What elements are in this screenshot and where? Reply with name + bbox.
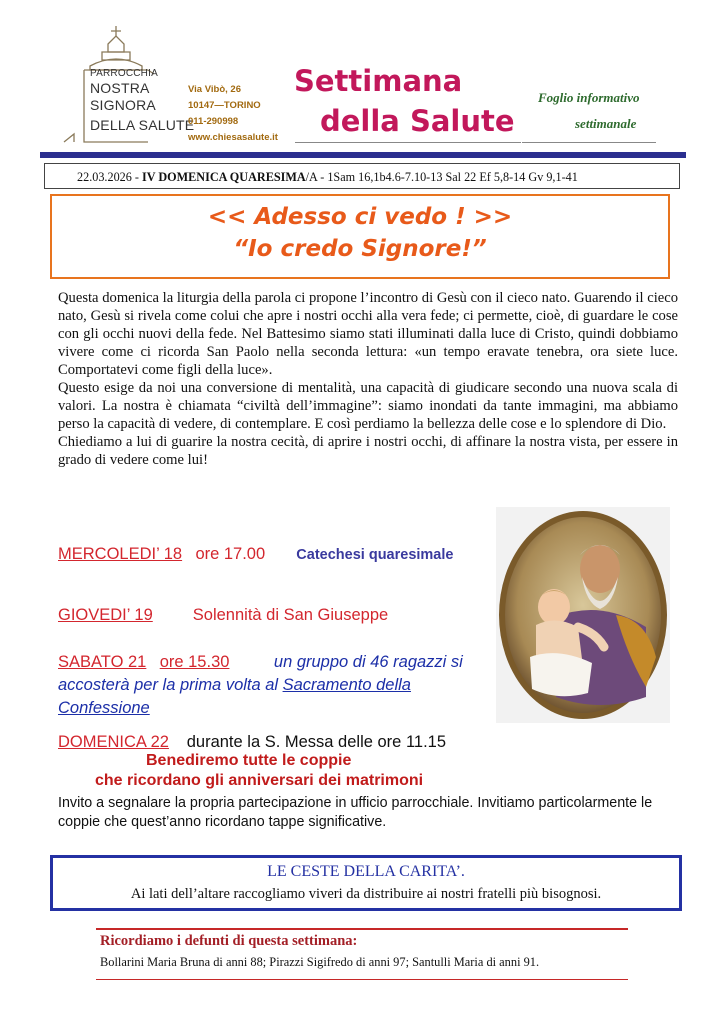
contact-website[interactable]: www.chiesasalute.it bbox=[188, 132, 278, 143]
contact-street: Via Vibò, 26 bbox=[188, 84, 241, 95]
event-day: MERCOLEDI’ 18 bbox=[58, 545, 183, 563]
contact-info bbox=[188, 82, 278, 146]
invitation-text: Invito a segnalare la propria partecipazione in ufficio parrocchiale. Invitiamo particolarmente le coppie che quest’anno ricordano tappe significative. bbox=[58, 795, 653, 830]
event-day: SABATO 21 bbox=[58, 653, 147, 671]
title-underline bbox=[295, 142, 521, 143]
event-domenica bbox=[58, 733, 446, 752]
logo-signora: SIGNORA bbox=[90, 97, 156, 113]
event-highlight-line1: Benediremo tutte le coppie bbox=[146, 752, 352, 769]
separator: - bbox=[131, 170, 142, 184]
event-giovedi bbox=[58, 606, 388, 625]
event-sabato bbox=[58, 651, 498, 720]
event-day: GIOVEDI’ 19 bbox=[58, 606, 153, 624]
sunday-name: IV DOMENICA QUARESIMA bbox=[142, 170, 306, 184]
event-desc: Solennità di San Giuseppe bbox=[192, 606, 389, 624]
subtitle-line2: settimanale bbox=[575, 116, 637, 131]
carita-title: LE CESTE DELLA CARITA’. bbox=[267, 863, 465, 880]
logo-parrocchia: PARROCCHIA bbox=[90, 68, 158, 79]
contact-phone: 011-290998 bbox=[188, 116, 239, 127]
subtitle-line1: Foglio informativo bbox=[538, 90, 640, 105]
logo-della-salute: DELLA SALUTE bbox=[90, 117, 195, 133]
saint-joseph-painting bbox=[496, 507, 670, 723]
event-desc: durante la S. Messa delle ore 11.15 bbox=[186, 733, 447, 751]
event-desc: Catechesi quaresimale bbox=[296, 547, 454, 563]
bulletin-date: 22.03.2026 bbox=[77, 170, 132, 184]
masthead-title-line2: della Salute bbox=[320, 104, 515, 138]
readings: /A - 1Sam 16,1b4.6-7.10-13 Sal 22 Ef 5,8-14 Gv 9,1-41 bbox=[305, 170, 578, 184]
defunti-top-rule bbox=[96, 928, 628, 930]
header-divider bbox=[40, 152, 686, 158]
sacramento-link[interactable]: Sacramento della Confessione bbox=[58, 676, 411, 717]
logo-nostra: NOSTRA bbox=[90, 80, 150, 96]
event-time: ore 15.30 bbox=[159, 653, 230, 671]
event-highlight-line2: che ricordano gli anniversari dei matrimoni bbox=[95, 772, 424, 789]
liturgy-info-bar bbox=[44, 163, 680, 189]
headline-line1: << Adesso ci vedo ! >> bbox=[207, 204, 513, 230]
contact-city: 10147—TORINO bbox=[188, 100, 261, 111]
event-time: ore 17.00 bbox=[195, 545, 266, 563]
defunti-bottom-rule bbox=[96, 979, 628, 980]
headline-line2: “Io credo Signore!” bbox=[233, 236, 487, 262]
subtitle-underline bbox=[522, 142, 656, 143]
intro-text bbox=[58, 289, 678, 469]
event-desc: un gruppo di 46 ragazzi si accosterà per la prima volta al bbox=[58, 653, 463, 694]
carita-text: Ai lati dell’altare raccogliamo viveri da distribuire ai nostri fratelli più bisognosi. bbox=[130, 886, 602, 902]
headline-box bbox=[50, 194, 670, 279]
intro-paragraph-3: Chiediamo a lui di guarire la nostra cecità, di aprire i nostri occhi, di affinare la nostra vista, per essere in grado di vedere come lui! bbox=[58, 434, 678, 468]
intro-paragraph-1: Questa domenica la liturgia della parola ci propone l’incontro di Gesù con il cieco nato. Guarendo il cieco nato, Gesù si rivela come colui che apre i nostri occhi alla vera fede; ci permette, cioè, di guardare le cose con gli occhi nuovi della fede. Nel Battesimo siamo stati illuminati dalla luce di Cristo, quindi dobbiamo vivere come ci ricorda San Paolo nella seconda lettura: «un tempo eravate tenebra, ora siete luce. Comportatevi come figli della luce». bbox=[58, 290, 678, 378]
carita-box bbox=[50, 855, 682, 911]
defunti-names: Bollarini Maria Bruna di anni 88; Pirazzi Sigifredo di anni 97; Santulli Maria di anni 91. bbox=[100, 955, 540, 969]
event-mercoledi bbox=[58, 545, 453, 564]
intro-paragraph-2: Questo esige da noi una conversione di mentalità, una capacità di giudicare secondo una nuova scala di valori. La nostra è chiamata “civiltà dell’immagine”: siamo inondati da tante immagini, ma abbiamo perso la capacità di vedere, di contemplare. E così perdiamo la bellezza delle cose e lo splendore di Dio. bbox=[58, 380, 678, 432]
defunti-title: Ricordiamo i defunti di questa settimana: bbox=[100, 933, 358, 949]
masthead-title-line1: Settimana bbox=[294, 64, 463, 98]
event-day: DOMENICA 22 bbox=[58, 733, 169, 751]
